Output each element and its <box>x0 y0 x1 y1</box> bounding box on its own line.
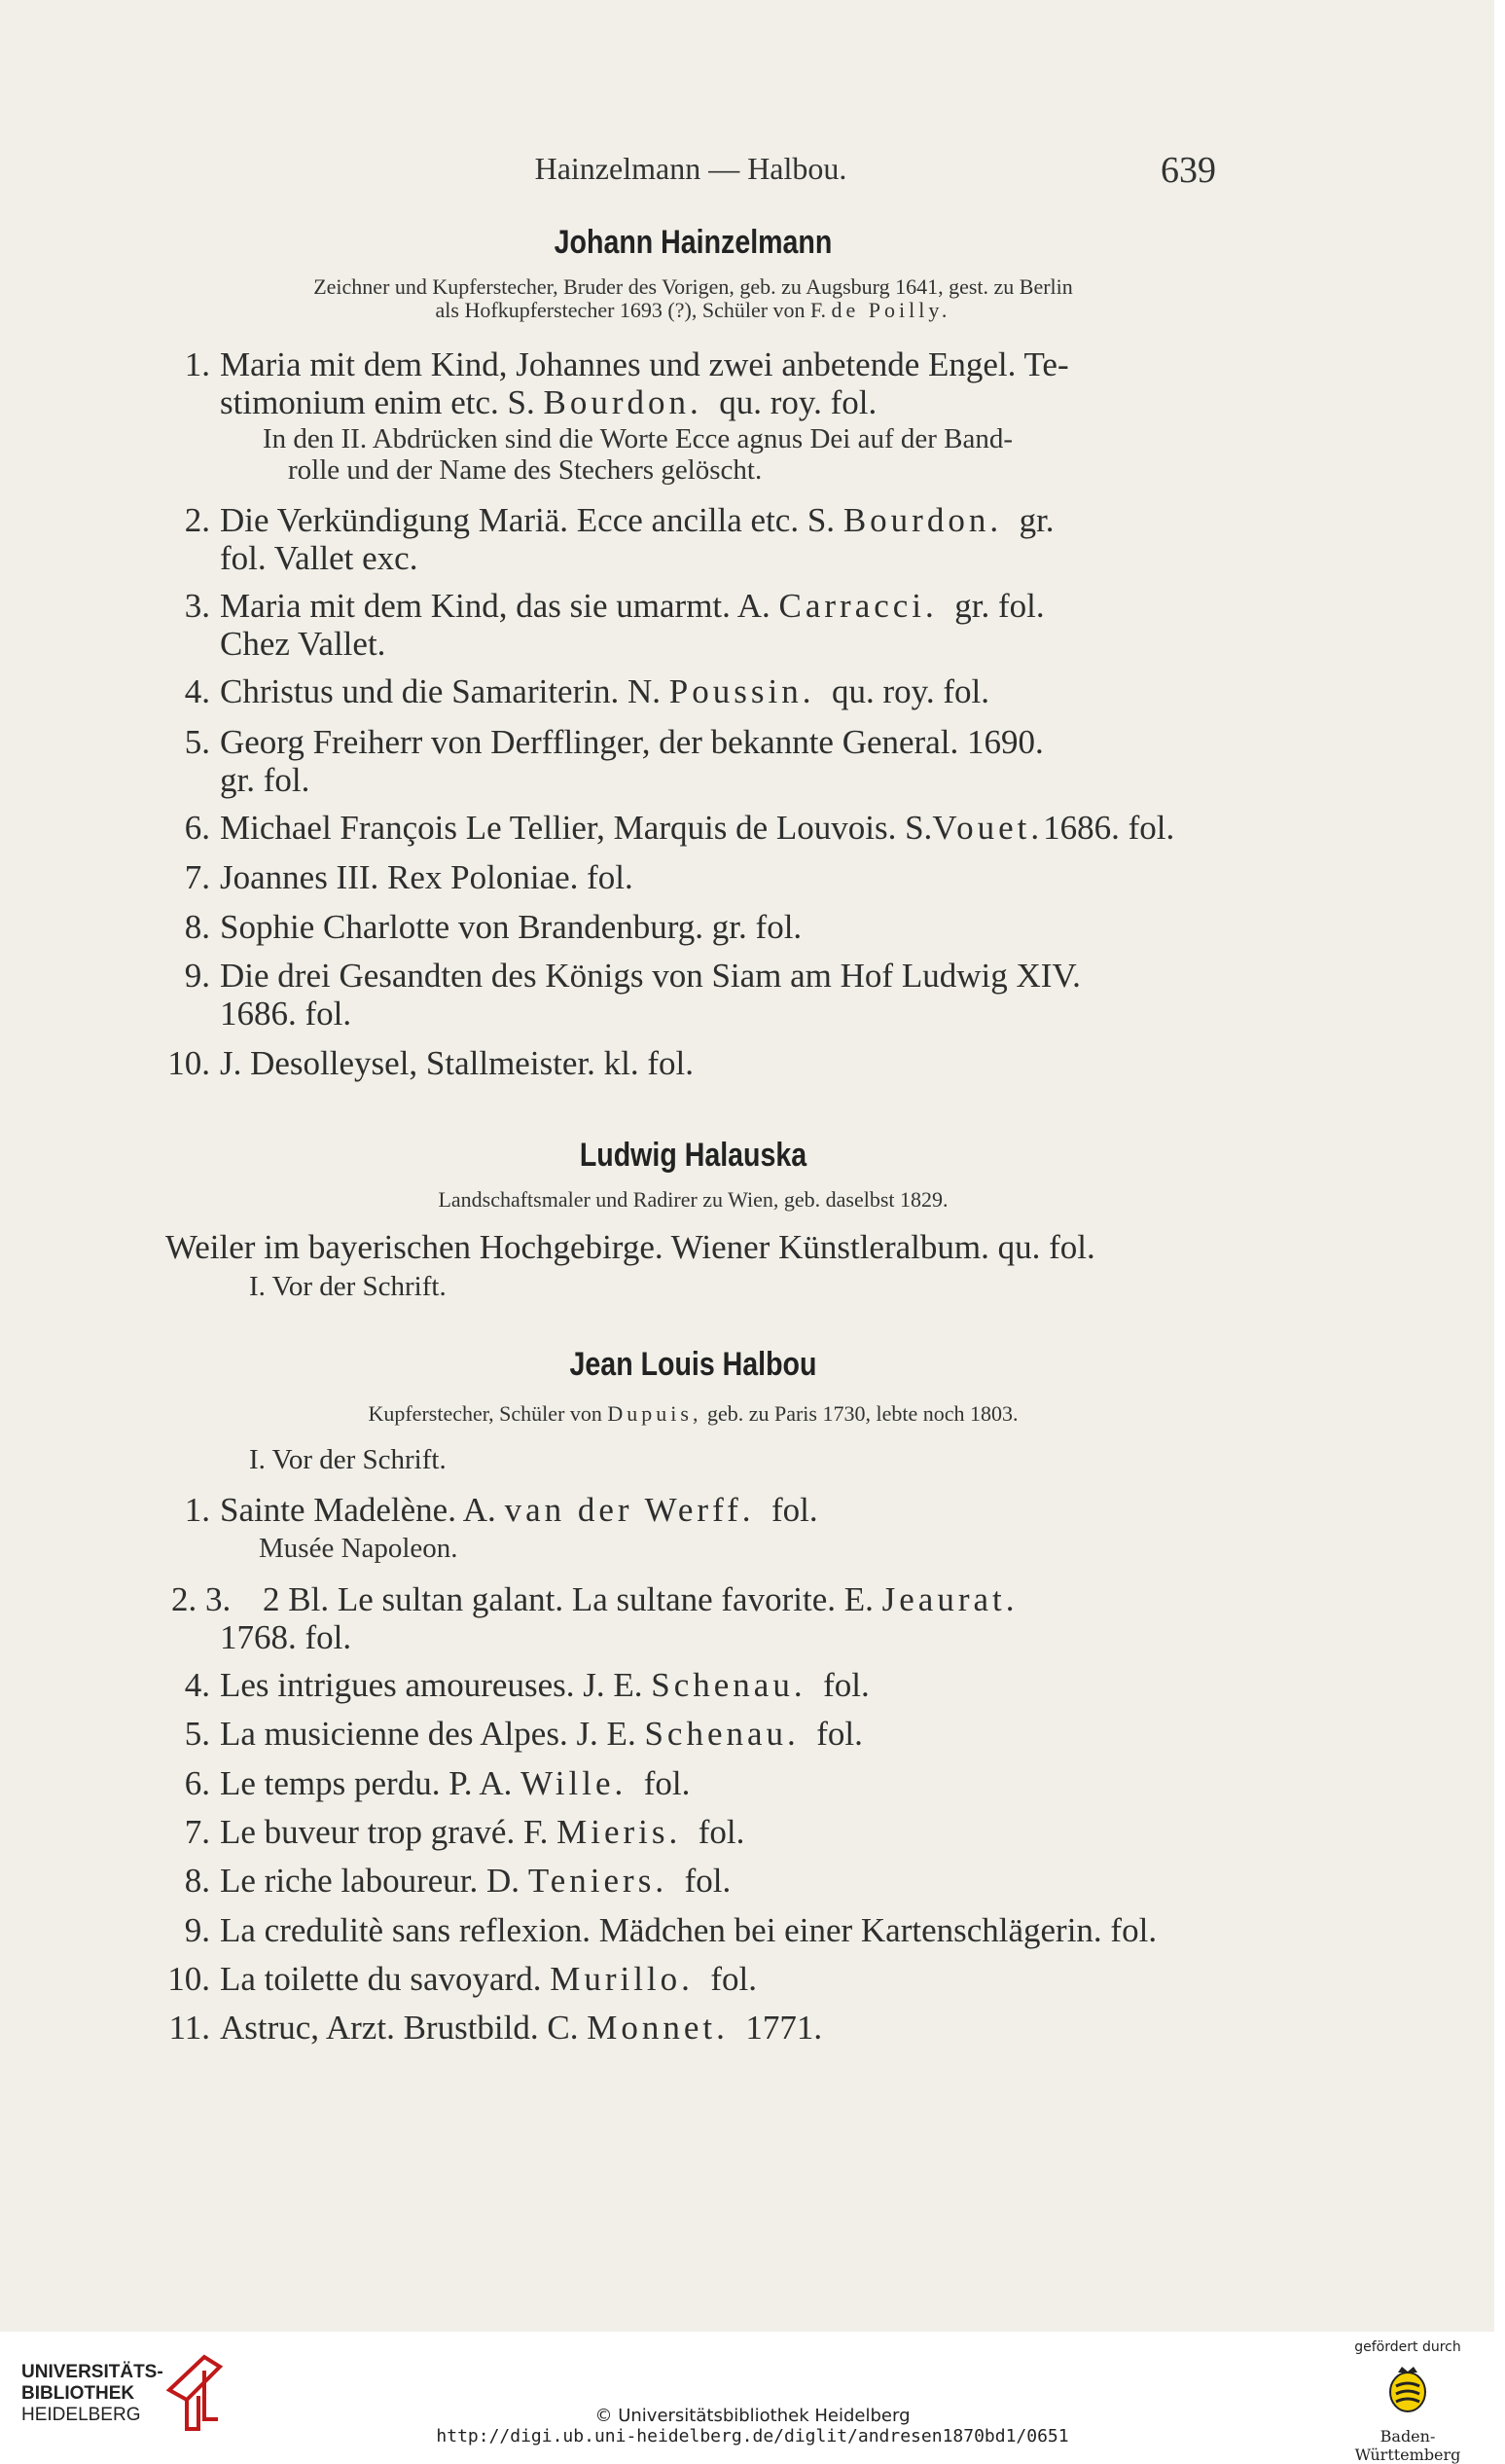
page-number: 639 <box>1161 150 1216 191</box>
list-item: 2. 3. 2 Bl. Le sultan galant. La sultane favorite. E. Jeaurat. 1768. fol. <box>171 1580 1019 1656</box>
list-item: 10. La toilette du savoyard. Murillo. fol. <box>167 1960 758 1998</box>
entry-note: In den II. Abdrücken sind die Worte Ecce agnus Dei auf der Band- <box>263 423 1014 454</box>
list-item: 1. Sainte Madelène. A. van der Werff. fol. Musée Napoleon. <box>165 1491 1221 1564</box>
list-item: 9. Die drei Gesandten des Königs von Siam am Hof Ludwig XIV. 1686. fol. <box>184 957 1081 1033</box>
sponsor-name: Baden-Württemberg <box>1354 2427 1461 2464</box>
copyright-block <box>0 2406 1505 2446</box>
list-item: 6. Michael François Le Tellier, Marquis de Louvois. S.Vouet.1686. fol. <box>184 809 1175 847</box>
running-title: Hainzelmann — Halbou. <box>534 151 847 186</box>
list-item: 6. Le temps perdu. P. A. Wille. fol. <box>184 1764 691 1802</box>
list-item: 8. Sophie Charlotte von Brandenburg. gr. fol. <box>184 908 803 946</box>
artist-bio-line-1: Zeichner und Kupferstecher, Bruder des Vorigen, geb. zu Augsburg 1641, gest. zu Berlin <box>313 274 1073 299</box>
artist-bio-line-2: als Hofkupferstecher 1693 (?), Schüler von F. de Poilly. <box>435 298 951 322</box>
list-item: 2. Die Verkündigung Mariä. Ecce ancilla etc. S. Bourdon. gr. fol. Vallet exc. <box>184 501 1055 577</box>
library-logo[interactable]: UNIVERSITÄTS- BIBLIOTHEK HEIDELBERG <box>21 2349 235 2437</box>
permalink[interactable]: http://digi.ub.uni-heidelberg.de/diglit/andresen1870bd1/0651 <box>436 2426 1069 2446</box>
artist-bio: Kupferstecher, Schüler von Dupuis, geb. zu Paris 1730, lebte noch 1803. <box>368 1401 1019 1426</box>
print-entry: Weiler im bayerischen Hochgebirge. Wiener Künstleralbum. qu. fol. <box>165 1228 1095 1266</box>
sponsor-label: gefördert durch <box>1354 2339 1461 2355</box>
list-item: 4. Les intrigues amoureuses. J. E. Schenau. fol. <box>184 1666 870 1704</box>
list-item: 1. Maria mit dem Kind, Johannes und zwei anbetende Engel. Te- stimonium enim etc. S. Bourdon. qu. roy. fol. In den II. Abdrücken sind die Worte Ecce agnus Dei auf der Band- rolle und der Name des Stechers gelöscht. <box>165 345 1221 486</box>
artist-bio: Landschaftsmaler und Radirer zu Wien, geb. daselbst 1829. <box>438 1187 949 1212</box>
entry-note: Musée Napoleon. <box>259 1533 458 1564</box>
list-item: 8. Le riche laboureur. D. Teniers. fol. <box>184 1862 732 1900</box>
list-item: 10. J. Desolleysel, Stallmeister. kl. fol. <box>167 1044 695 1082</box>
artist-heading-halauska: Ludwig Halauska <box>579 1137 807 1174</box>
artist-heading-halbou: Jean Louis Halbou <box>569 1346 817 1383</box>
state-coat-of-arms-icon <box>1386 2363 1429 2415</box>
list-item: 9. La credulitè sans reflexion. Mädchen bei einer Kartenschlägerin. fol. <box>184 1911 1158 1949</box>
list-item: 7. Le buveur trop gravé. F. Mieris. fol. <box>184 1813 745 1851</box>
list-item: 5. La musicienne des Alpes. J. E. Schenau. fol. <box>184 1715 863 1753</box>
artist-heading-hainzelmann: Johann Hainzelmann <box>554 224 833 261</box>
entry-note: rolle und der Name des Stechers gelöscht. <box>288 454 763 486</box>
sponsor-block <box>1330 2339 1486 2464</box>
list-item: 5. Georg Freiherr von Derfflinger, der bekannte General. 1690. gr. fol. <box>184 723 1044 799</box>
print-state: I. Vor der Schrift. <box>249 1271 447 1302</box>
list-item: 11. Astruc, Arzt. Brustbild. C. Monnet. 1771. <box>168 2009 823 2047</box>
list-item: 4. Christus und die Samariterin. N. Poussin. qu. roy. fol. <box>184 672 989 710</box>
list-item: 7. Joannes III. Rex Poloniae. fol. <box>184 858 633 896</box>
footer <box>0 2332 1505 2464</box>
print-state: I. Vor der Schrift. <box>249 1444 447 1475</box>
list-item: 3. Maria mit dem Kind, das sie umarmt. A. Carracci. gr. fol. Chez Vallet. <box>184 587 1045 663</box>
copyright-text: © Universitätsbibliothek Heidelberg <box>594 2406 911 2426</box>
